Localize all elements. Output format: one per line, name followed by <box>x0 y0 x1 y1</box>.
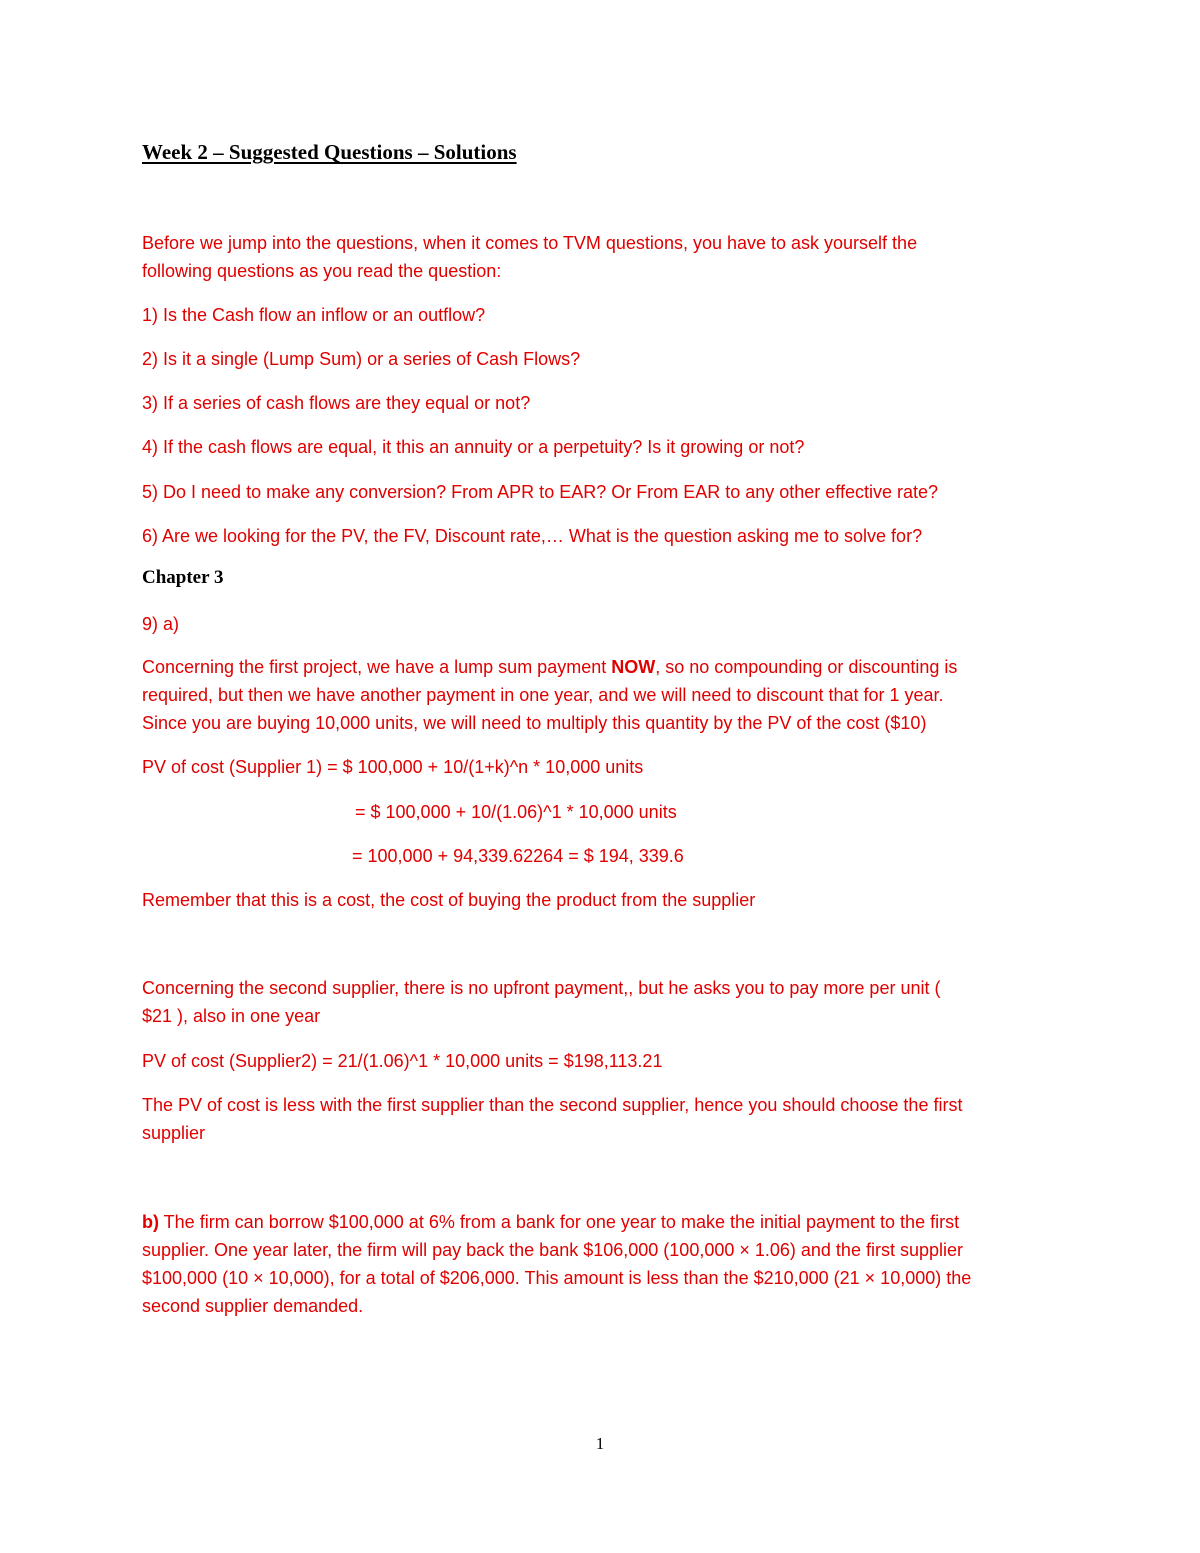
part-b-line-3: $100,000 (10 × 10,000), for a total of $206,000. This amount is less than the $210,000 (21 × 10,000) the <box>142 1268 972 1288</box>
second-supplier-line-2: $21 ), also in one year <box>142 1006 321 1026</box>
part-a-paragraph-line-1 <box>142 653 1062 681</box>
part-b-label: b) <box>142 1212 159 1232</box>
question-3: 3) If a series of cash flows are they equal or not? <box>142 393 531 413</box>
document-title: Week 2 – Suggested Questions – Solutions <box>142 140 517 164</box>
conclusion-line-1: The PV of cost is less with the first supplier than the second supplier, hence you should choose the first <box>142 1095 963 1115</box>
equation-supplier-1: PV of cost (Supplier 1) = $ 100,000 + 10/(1+k)^n * 10,000 units <box>142 757 644 777</box>
equation-supplier-1-step-3: = 100,000 + 94,339.62264 = $ 194, 339.6 <box>352 846 684 866</box>
question-4: 4) If the cash flows are equal, it this an annuity or a perpetuity? Is it growing or not? <box>142 437 805 457</box>
chapter-heading: Chapter 3 <box>142 567 224 588</box>
part-a-paragraph-pre: Concerning the first project, we have a lump sum payment <box>142 657 612 677</box>
remember-note: Remember that this is a cost, the cost of buying the product from the supplier <box>142 890 756 910</box>
equation-supplier-1-step-2: = $ 100,000 + 10/(1.06)^1 * 10,000 units <box>355 802 677 822</box>
equation-supplier-2: PV of cost (Supplier2) = 21/(1.06)^1 * 10,000 units = $198,113.21 <box>142 1051 663 1071</box>
part-b-line-4: second supplier demanded. <box>142 1296 364 1316</box>
intro-line-1: Before we jump into the questions, when it comes to TVM questions, you have to ask yourself the <box>142 233 918 253</box>
now-emphasis: NOW <box>611 657 656 677</box>
question-2: 2) Is it a single (Lump Sum) or a series of Cash Flows? <box>142 349 581 369</box>
question-5: 5) Do I need to make any conversion? From APR to EAR? Or From EAR to any other effective rate? <box>142 482 939 502</box>
part-a-paragraph-line-2: required, but then we have another payment in one year, and we will need to discount that for 1 year. <box>142 685 944 705</box>
question-6: 6) Are we looking for the PV, the FV, Discount rate,… What is the question asking me to solve for? <box>142 526 923 546</box>
page-number: 1 <box>595 1434 605 1453</box>
part-b-line-1 <box>142 1208 1062 1236</box>
intro-line-2: following questions as you read the question: <box>142 261 502 281</box>
question-1: 1) Is the Cash flow an inflow or an outflow? <box>142 305 486 325</box>
part-b-line-1-text: The firm can borrow $100,000 at 6% from a bank for one year to make the initial payment to the first <box>159 1212 960 1232</box>
part-a-paragraph-post: , so no compounding or discounting is <box>655 657 958 677</box>
part-b-line-2: supplier. One year later, the firm will pay back the bank $106,000 (100,000 × 1.06) and the first supplier <box>142 1240 963 1260</box>
second-supplier-line-1: Concerning the second supplier, there is no upfront payment,, but he asks you to pay more per unit ( <box>142 978 941 998</box>
conclusion-line-2: supplier <box>142 1123 206 1143</box>
part-a-label: 9) a) <box>142 614 180 634</box>
part-a-paragraph-line-3: Since you are buying 10,000 units, we will need to multiply this quantity by the PV of the cost ($10) <box>142 713 927 733</box>
